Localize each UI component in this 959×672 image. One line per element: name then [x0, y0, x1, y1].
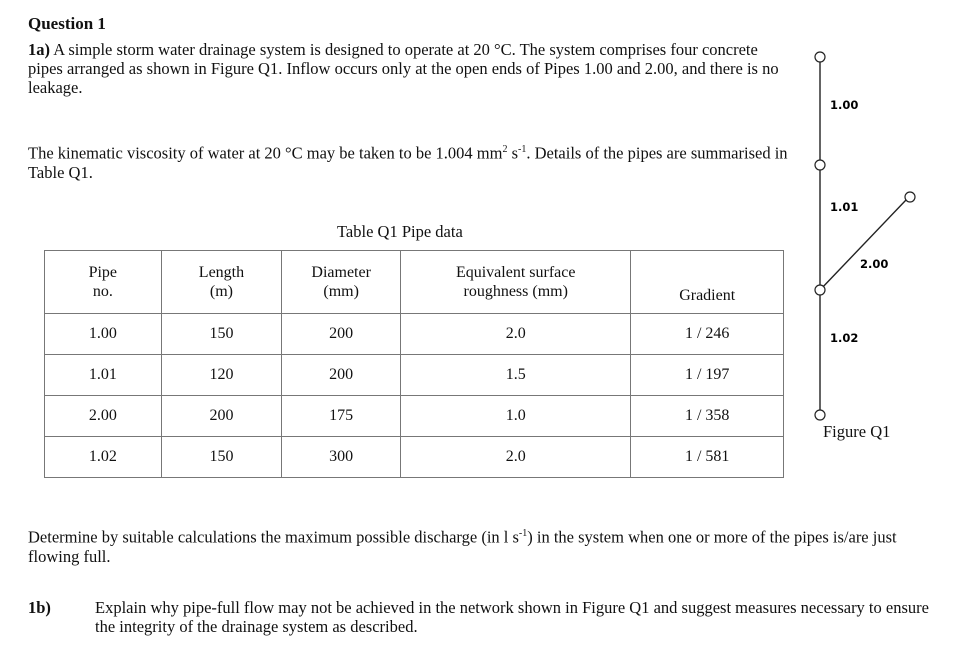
node-inlet-100: [815, 52, 825, 62]
viscosity-text-end: . Details of the pipes are summarised in Table Q1.: [28, 143, 788, 182]
viscosity-text-mid: s: [507, 143, 518, 163]
label-pipe-102: 1.02: [830, 331, 859, 345]
cell-roughness: 2.0: [401, 314, 631, 355]
viscosity-exponent-2: -1: [518, 144, 527, 155]
cell-diameter: 200: [282, 314, 401, 355]
cell-pipe: 1.02: [45, 437, 162, 478]
cell-pipe: 1.01: [45, 355, 162, 396]
table-header-row: [45, 251, 784, 314]
header-length: Length (m): [161, 251, 282, 314]
node-junction-100-101: [815, 160, 825, 170]
node-outlet: [815, 410, 825, 420]
cell-roughness: 2.0: [401, 437, 631, 478]
viscosity-exponent-1: 2: [502, 144, 508, 155]
cell-length: 200: [161, 396, 282, 437]
cell-gradient: 1 / 358: [631, 396, 784, 437]
table-row: [45, 355, 784, 396]
cell-gradient: 1 / 197: [631, 355, 784, 396]
determine-text-start: Determine by suitable calculations the maximum possible discharge (in l s: [28, 527, 519, 547]
table-row: [45, 314, 784, 355]
cell-roughness: 1.0: [401, 396, 631, 437]
figure-caption: Figure Q1: [823, 422, 891, 441]
label-pipe-101: 1.01: [830, 200, 859, 214]
cell-diameter: 175: [282, 396, 401, 437]
header-pipe-no: Pipe no.: [45, 251, 162, 314]
table-row: [45, 437, 784, 478]
node-inlet-200: [905, 192, 915, 202]
cell-roughness: 1.5: [401, 355, 631, 396]
cell-diameter: 200: [282, 355, 401, 396]
node-junction-main: [815, 285, 825, 295]
table-caption: Table Q1 Pipe data: [337, 222, 463, 241]
cell-pipe: 2.00: [45, 396, 162, 437]
part-b-text: Explain why pipe-full flow may not be achieved in the network shown in Figure Q1 and suggest measures necessary to ensure the integrity of the drainage system as described.: [95, 598, 929, 636]
determine-exponent: -1: [518, 528, 528, 539]
cell-length: 120: [161, 355, 282, 396]
viscosity-statement: [28, 140, 788, 182]
cell-gradient: 1 / 581: [631, 437, 784, 478]
label-pipe-100: 1.00: [830, 98, 859, 112]
header-roughness: Equivalent surface roughness (mm): [401, 251, 631, 314]
part-b-label: 1b): [28, 598, 51, 617]
part-a-label: 1a): [28, 40, 50, 59]
determine-instruction: [28, 524, 943, 566]
part-a-intro: [28, 40, 788, 97]
table-row: [45, 396, 784, 437]
cell-length: 150: [161, 437, 282, 478]
cell-diameter: 300: [282, 437, 401, 478]
header-gradient: Gradient: [631, 251, 784, 314]
viscosity-text-start: The kinematic viscosity of water at 20 °C may be taken to be 1.004 mm: [28, 143, 503, 163]
header-diameter: Diameter (mm): [282, 251, 401, 314]
figure-q1-pipe-network: [790, 40, 950, 460]
label-pipe-200: 2.00: [860, 257, 889, 271]
question-title: Question 1: [28, 14, 106, 33]
pipe-data-table: [44, 250, 784, 478]
part-a-text: A simple storm water drainage system is designed to operate at 20 °C. The system comprises four concrete pipes arranged as shown in Figure Q1. Inflow occurs only at the open ends of Pipes 1.00 and 2.00, and there is no leakage.: [28, 40, 779, 97]
cell-length: 150: [161, 314, 282, 355]
cell-gradient: 1 / 246: [631, 314, 784, 355]
cell-pipe: 1.00: [45, 314, 162, 355]
determine-text-end: ) in the system when one or more of the pipes is/are just flowing full.: [28, 527, 897, 566]
